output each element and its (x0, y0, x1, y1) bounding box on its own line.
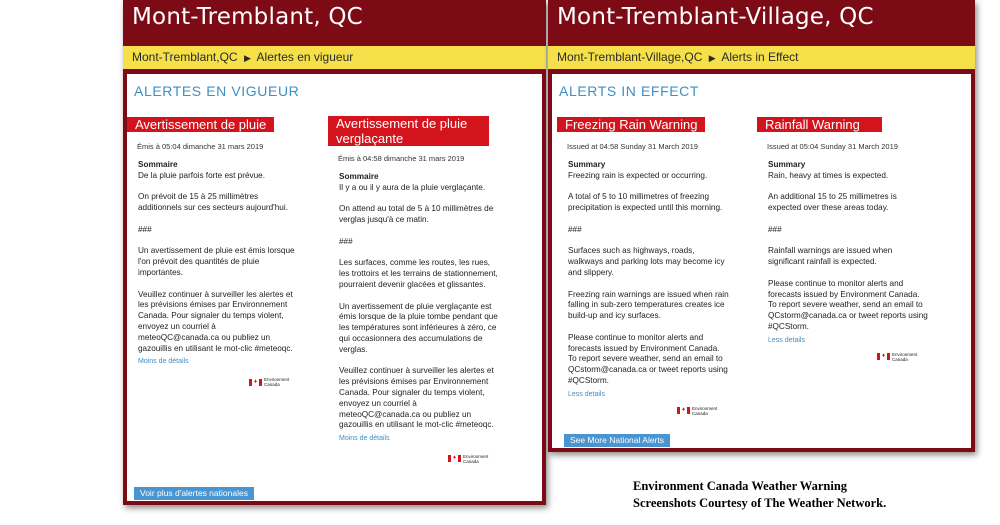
alert-paragraph: Un avertissement de pluie verglaçante est émis lorsque de la pluie tombe pendant que les températures sont inférieures à zéro, ce qui occasionnera des accumulations de verglas. (339, 301, 498, 354)
environment-canada-logo (677, 406, 729, 416)
summary-label: Summary (768, 160, 806, 169)
image-caption (633, 478, 886, 512)
breadcrumb-page: Alerts in Effect (721, 50, 799, 64)
alert-rain-warning-fr (127, 116, 299, 387)
alert-issued-time: Issued at 04:58 Sunday 31 March 2019 (567, 142, 698, 151)
breadcrumb-location[interactable]: Mont-Tremblant-Village,QC (557, 50, 703, 64)
english-alert-panel (548, 0, 975, 452)
breadcrumb-location[interactable]: Mont-Tremblant,QC (132, 50, 238, 64)
logo-line-2: Canada (264, 382, 280, 388)
details-link[interactable]: Moins de détails (339, 434, 390, 442)
summary-label: Sommaire (339, 172, 379, 181)
breadcrumb (123, 46, 546, 69)
alert-title: Rainfall Warning (757, 117, 882, 132)
breadcrumb (548, 46, 975, 69)
alert-title: Avertissement de pluie verglaçante (328, 116, 489, 146)
alert-paragraph: ### (138, 224, 152, 234)
summary-label: Summary (568, 160, 606, 169)
logo-line-1: Environment (463, 453, 489, 459)
alert-paragraph: Veuillez continuer à surveiller les alertes et les prévisions émises par Environnement Canada. Pour signaler du temps violent, envoyez un courriel à meteoQC@canada.ca ou publiez un gazouillis en utilisant le mot-clic #meteoqc. (339, 366, 494, 430)
alert-issued-time: Émis à 05:04 dimanche 31 mars 2019 (137, 142, 264, 151)
alert-paragraph: An additional 15 to 25 millimetres is expected over these areas today. (768, 192, 897, 213)
canada-flag-icon: ♦ (249, 379, 262, 386)
alert-paragraph: On attend au total de 5 à 10 millimètres de verglas jusqu'à ce matin. (339, 204, 494, 225)
alert-title: Avertissement de pluie (127, 117, 274, 132)
alert-title: Freezing Rain Warning (557, 117, 705, 132)
alert-paragraph: Un avertissement de pluie est émis lorsque l'on prévoit des quantités de pluie importantes. (138, 246, 295, 277)
alert-paragraph: Please continue to monitor alerts and forecasts issued by Environment Canada. To report severe weather, send an email to QCstorm@canada.ca or tweet reports using #QCStorm. (568, 332, 728, 385)
logo-line-2: Canada (463, 458, 479, 464)
alert-rainfall-warning-en (757, 116, 929, 362)
summary-label: Sommaire (138, 160, 178, 169)
alert-body (568, 160, 729, 387)
alert-paragraph: Freezing rain warnings are issued when rain falling in sub-zero temperatures creates ice build-up and icy surfaces. (568, 289, 729, 321)
logo-line-1: Environment (892, 351, 918, 357)
logo-line-2: Canada (692, 410, 708, 416)
alert-paragraph: De la pluie parfois forte est prévue. (138, 170, 265, 180)
details-link[interactable]: Less details (568, 390, 605, 398)
national-alerts-button[interactable]: See More National Alerts (564, 434, 670, 447)
alert-paragraph: A total of 5 to 10 millimetres of freezing precipitation is expected until this morning. (568, 192, 723, 213)
details-link[interactable]: Moins de détails (138, 358, 189, 366)
alert-paragraph: Veuillez continuer à surveiller les alertes et les prévisions émises par Environnement Canada. Pour signaler du temps violent, envoyez un courriel à meteoQC@canada.ca ou publiez un gazouillis en utilisant le mot-clic #meteoqc. (138, 289, 293, 353)
alert-paragraph: Rainfall warnings are issued when significant rainfall is expected. (768, 246, 893, 267)
breadcrumb-separator-icon: ▶ (243, 53, 251, 63)
alert-issued-time: Issued at 05:04 Sunday 31 March 2019 (767, 142, 898, 151)
section-title: ALERTES EN VIGUEUR (134, 83, 300, 99)
section-title: ALERTS IN EFFECT (559, 83, 700, 99)
alert-body (768, 160, 929, 333)
alert-paragraph: Please continue to monitor alerts and forecasts issued by Environment Canada. To report severe weather, send an email to QCstorm@canada.ca or tweet reports using #QCStorm. (768, 278, 928, 331)
environment-canada-logo (448, 454, 500, 464)
french-alert-panel (123, 0, 546, 505)
logo-line-1: Environment (264, 377, 290, 383)
alerts-card (552, 74, 971, 448)
details-link[interactable]: Less details (768, 336, 805, 344)
alert-freezing-rain-warning-en (557, 116, 729, 416)
caption-line-2: Screenshots Courtesy of The Weather Network. (633, 496, 887, 510)
alert-issued-time: Émis à 04:58 dimanche 31 mars 2019 (338, 154, 465, 163)
alert-paragraph: Les surfaces, comme les routes, les rues, les trottoirs et les terrains de stationnement, pourraient devenir glacées et glissantes. (339, 258, 498, 289)
logo-line-1: Environment (692, 405, 718, 411)
environment-canada-logo (877, 352, 929, 362)
caption-line-1: Environment Canada Weather Warning (633, 479, 848, 493)
alerts-card (127, 74, 542, 501)
alert-paragraph: ### (768, 224, 782, 234)
canada-flag-icon: ♦ (877, 353, 890, 360)
breadcrumb-page: Alertes en vigueur (256, 50, 354, 64)
alert-paragraph: On prévoit de 15 à 25 millimètres additionnels sur ces secteurs aujourd'hui. (138, 192, 288, 213)
alert-paragraph: ### (568, 224, 582, 234)
panel-title: Mont-Tremblant-Village, QC (557, 4, 874, 30)
alert-body (339, 172, 500, 431)
alert-paragraph: ### (339, 236, 353, 246)
alert-paragraph: Surfaces such as highways, roads, walkways and parking lots may become icy and slippery. (568, 246, 725, 277)
breadcrumb-separator-icon: ▶ (708, 53, 716, 63)
alert-body (138, 160, 299, 354)
alert-freezing-rain-warning-fr (328, 116, 500, 464)
environment-canada-logo (249, 377, 299, 387)
logo-line-2: Canada (892, 356, 908, 362)
canada-flag-icon: ♦ (677, 407, 690, 414)
national-alerts-button[interactable]: Voir plus d'alertes nationales (134, 487, 254, 500)
alert-paragraph: Il y a ou il y aura de la pluie verglaçante. (339, 182, 486, 192)
panel-title: Mont-Tremblant, QC (132, 4, 363, 30)
canada-flag-icon: ♦ (448, 455, 461, 462)
alert-paragraph: Freezing rain is expected or occurring. (568, 170, 708, 180)
alert-paragraph: Rain, heavy at times is expected. (768, 170, 889, 180)
